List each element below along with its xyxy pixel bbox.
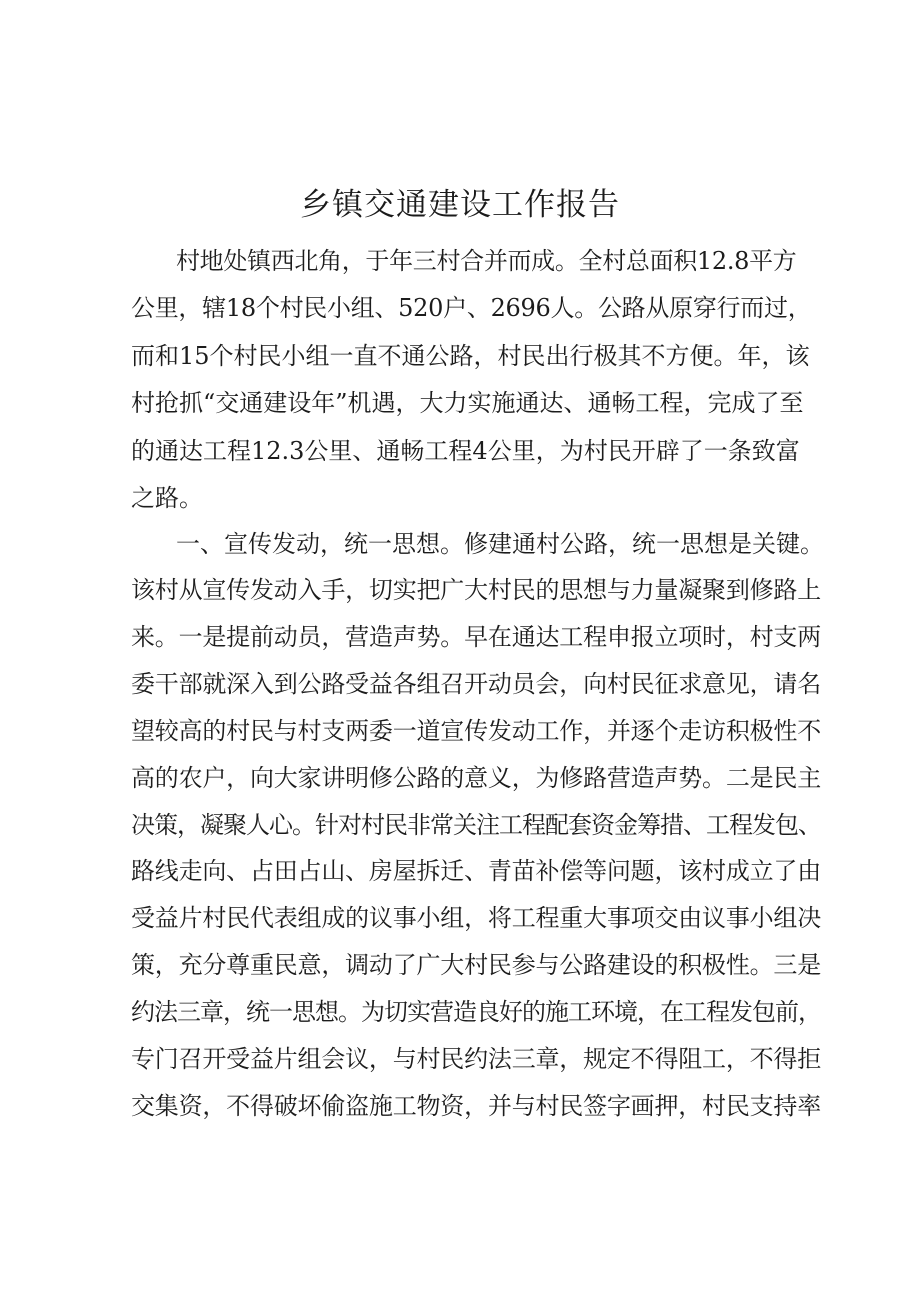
- paragraph-line: 该村从宣传发动入手，切实把广大村民的思想与力量凝聚到修路上: [131, 576, 821, 604]
- paragraph-line: 路线走向、占田占山、房屋拆迁、青苗补偿等问题，该村成立了由: [131, 857, 821, 885]
- paragraph-line: 高的农户，向大家讲明修公路的意义，为修路营造声势。二是民主: [131, 764, 821, 792]
- document-title: 乡镇交通建设工作报告: [300, 187, 620, 223]
- paragraph-line: 一、宣传发动，统一思想。修建通村公路，统一思想是关键。: [176, 530, 824, 558]
- paragraph-line: 的通达工程12.3公里、通畅工程4公里，为村民开辟了一条致富: [131, 437, 800, 465]
- paragraph-line: 交集资，不得破坏偷盗施工物资，并与村民签字画押，村民支持率: [131, 1092, 821, 1120]
- paragraph-line: 委干部就深入到公路受益各组召开动员会，向村民征求意见，请名: [131, 670, 821, 698]
- paragraph-line: 村抢抓“交通建设年”机遇，大力实施通达、通畅工程，完成了至: [131, 389, 804, 417]
- paragraph-line: 策，充分尊重民意，调动了广大村民参与公路建设的积极性。三是: [131, 951, 821, 979]
- paragraph-line: 决策，凝聚人心。针对村民非常关注工程配套资金筹措、工程发包、: [131, 811, 821, 839]
- paragraph-line: 村地处镇西北角，于年三村合并而成。全村总面积12.8平方: [176, 247, 796, 275]
- paragraph-line: 受益片村民代表组成的议事小组，将工程重大事项交由议事小组决: [131, 904, 821, 932]
- paragraph-line: 而和15个村民小组一直不通公路，村民出行极其不方便。年，该: [131, 342, 810, 370]
- paragraph-line: 公里，辖18个村民小组、520户、2696人。公路从原穿行而过，: [131, 294, 811, 322]
- paragraph-line: 之路。: [131, 484, 203, 512]
- paragraph-line: 望较高的村民与村支两委一道宣传发动工作，并逐个走访积极性不: [131, 717, 821, 745]
- paragraph-line: 来。一是提前动员，营造声势。早在通达工程申报立项时，村支两: [131, 623, 821, 651]
- paragraph-line: 专门召开受益片组会议，与村民约法三章，规定不得阻工，不得拒: [131, 1045, 821, 1073]
- paragraph-line: 约法三章，统一思想。为切实营造良好的施工环境，在工程发包前，: [131, 998, 821, 1026]
